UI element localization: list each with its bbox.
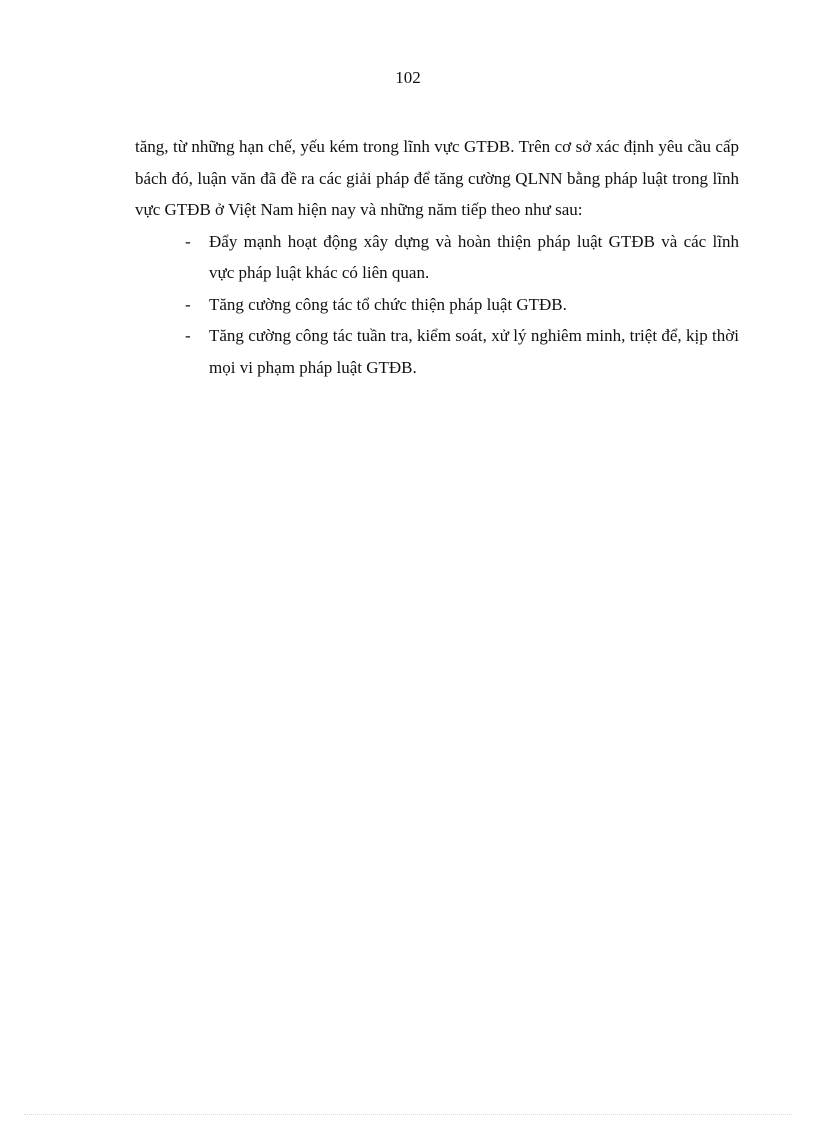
page-number: 102 (395, 68, 421, 87)
list-item-text: Tăng cường công tác tổ chức thiện pháp luật GTĐB. (209, 294, 567, 314)
solution-list (135, 226, 739, 384)
bullet-marker: - (185, 231, 191, 251)
list-item (135, 320, 739, 383)
bullet-marker: - (185, 294, 191, 314)
intro-paragraph: tăng, từ những hạn chế, yếu kém trong lĩnh vực GTĐB. Trên cơ sở xác định yêu cầu cấp bách đó, luận văn đã đề ra các giải pháp để tăng cường QLNN bằng pháp luật trong lĩnh vực GTĐB ở Việt Nam hiện nay và những năm tiếp theo như sau: (135, 137, 739, 219)
page-bottom-divider (24, 1114, 792, 1115)
body-text (135, 131, 739, 383)
bullet-marker: - (185, 326, 191, 345)
list-item-text: Đẩy mạnh hoạt động xây dựng và hoàn thiện pháp luật GTĐB và các lĩnh vực pháp luật khác có liên quan. (209, 231, 739, 282)
list-item-text: Tăng cường công tác tuần tra, kiểm soát, xử lý nghiêm minh, triệt để, kịp thời mọi vi phạm pháp luật GTĐB. (209, 326, 739, 377)
list-item (135, 226, 739, 289)
list-item (135, 289, 739, 321)
